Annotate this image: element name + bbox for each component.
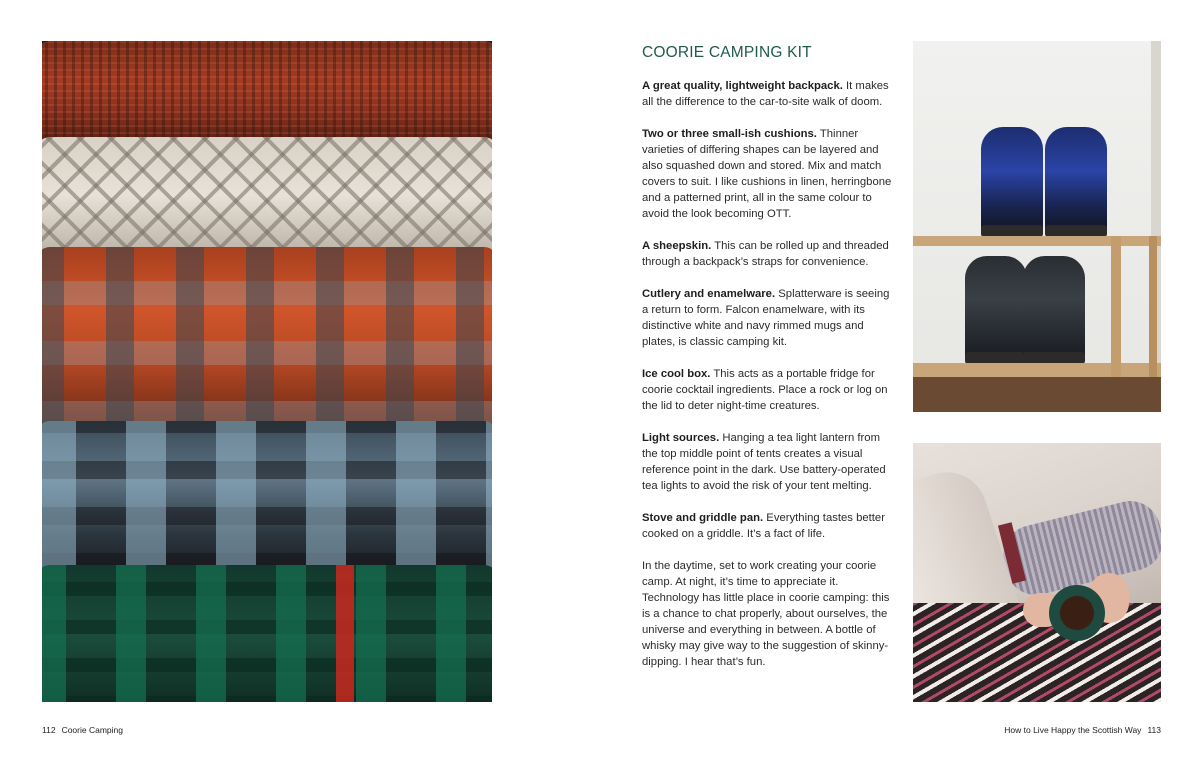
kit-item — [642, 78, 892, 110]
section-heading: COORIE CAMPING KIT — [642, 44, 812, 61]
upper-shelf — [913, 236, 1161, 246]
floor — [913, 377, 1161, 412]
kit-item-text: Everything tastes better cooked on a griddle. It’s a fact of life. — [642, 512, 885, 540]
kit-item — [642, 366, 892, 414]
kit-item — [642, 286, 892, 350]
closing-paragraph: In the daytime, set to work creating your coorie camp. At night, it’s time to appreciate it. Technology has little place in coorie camping: this is a chance to chat properly, about ourselves, the universe and everything in between. A bottle of whisky may give way to the suggestion of skinny-dipping. I hear that’s fun. — [642, 560, 890, 668]
kit-item-title: A sheepskin. — [642, 240, 712, 252]
kit-item — [642, 510, 892, 542]
body-text — [642, 78, 892, 686]
kit-item-title: A great quality, lightweight backpack. — [642, 80, 843, 92]
kit-item-text: Hanging a tea light lantern from the top middle point of tents creates a visual reference point in the dark. Use battery-operated tea lights to avoid the risk of your tent melting. — [642, 432, 886, 492]
page-number: 112 — [42, 725, 56, 735]
kit-item — [642, 430, 892, 494]
blue-boot-left — [981, 127, 1043, 237]
orange-mohair-blanket — [42, 247, 492, 425]
boots-photo — [913, 41, 1161, 412]
kit-item-title: Ice cool box. — [642, 368, 711, 380]
kit-item — [642, 126, 892, 222]
kit-item-text: Thinner varieties of differing shapes can be layered and also squashed down and stored. Mix and match covers to suit. I like cushions in linen, herringbone and a patterned print, all in the same colour to avoid the look becoming OTT. — [642, 128, 892, 220]
blue-check-blanket — [42, 421, 492, 571]
kit-item-title: Light sources. — [642, 432, 720, 444]
lower-shelf — [913, 363, 1161, 377]
kit-item-title: Stove and griddle pan. — [642, 512, 764, 524]
red-tweed-blanket — [42, 41, 492, 141]
kit-item-text: This acts as a portable fridge for coorie cocktail ingredients. Place a rock or log on the lid to deter night-time creatures. — [642, 368, 888, 412]
cream-diamond-blanket — [42, 137, 492, 253]
running-title: Coorie Camping — [61, 725, 123, 735]
kit-item-text: It makes all the difference to the car-to-site walk of doom. — [642, 80, 889, 108]
kit-item-text: Splatterware is seeing a return to form. Falcon enamelware, with its distinctive white and navy rimmed mugs and plates, is classic camping kit. — [642, 288, 890, 348]
black-boot-left — [965, 256, 1027, 364]
kit-item-text: This can be rolled up and threaded through a backpack’s straps for convenience. — [642, 240, 889, 268]
mug — [1049, 585, 1105, 641]
page-number: 113 — [1147, 725, 1161, 735]
blankets-photo — [42, 41, 492, 702]
black-boot-right — [1023, 256, 1085, 364]
running-title: How to Live Happy the Scottish Way — [1004, 725, 1142, 735]
footer-left — [42, 725, 123, 735]
blue-boot-right — [1045, 127, 1107, 237]
mug-photo — [913, 443, 1161, 702]
kit-item-title: Two or three small-ish cushions. — [642, 128, 817, 140]
green-tartan-blanket — [42, 565, 492, 702]
kit-item — [642, 238, 892, 270]
footer-right — [1004, 725, 1161, 735]
kit-item-title: Cutlery and enamelware. — [642, 288, 776, 300]
